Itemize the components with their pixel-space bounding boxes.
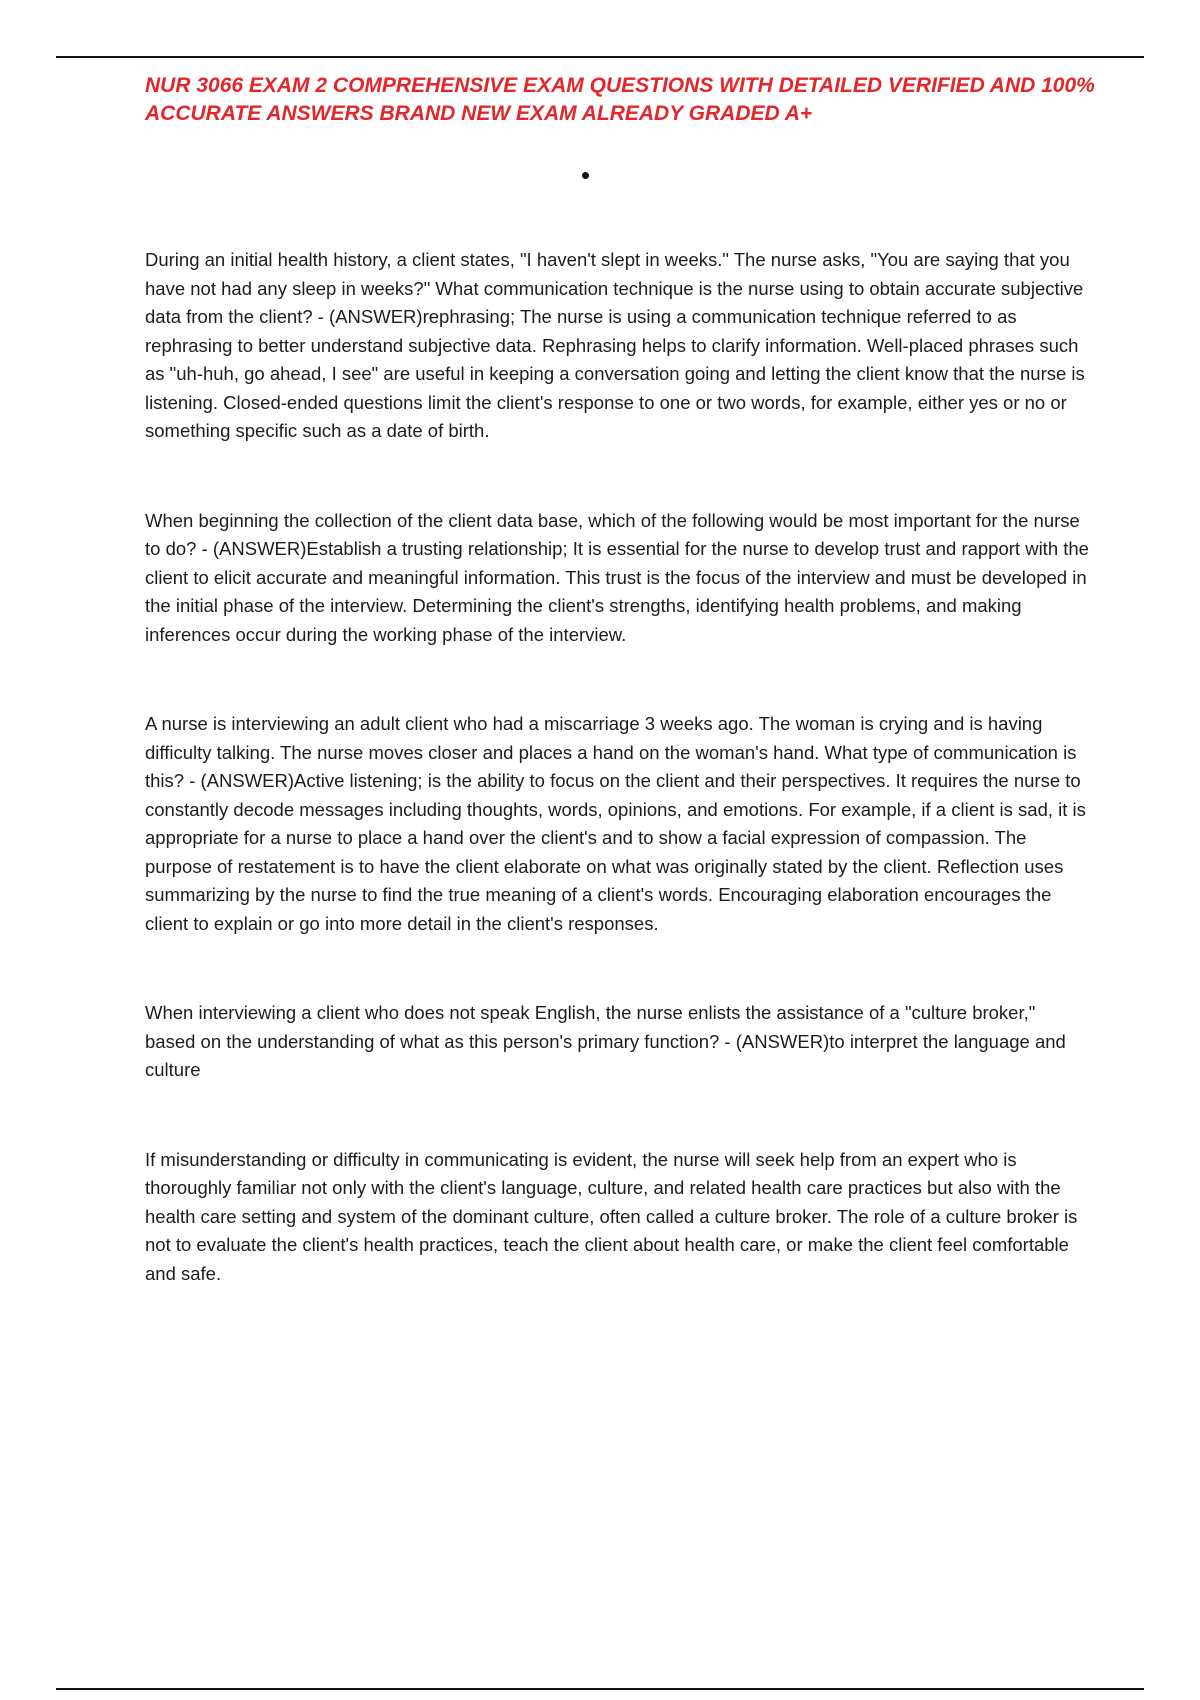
document-body bbox=[145, 246, 1090, 1288]
explanation-paragraph-5: If misunderstanding or difficulty in communicating is evident, the nurse will seek help from an expert who is thoroughly familiar not only with the client's language, culture, and related health care practices but also with the health care setting and system of the dominant culture, often called a culture broker. The role of a culture broker is not to evaluate the client's health practices, teach the client about health care, or make the client feel comfortable and safe. bbox=[145, 1148, 1078, 1284]
document-title: NUR 3066 EXAM 2 COMPREHENSIVE EXAM QUESTIONS WITH DETAILED VERIFIED AND 100% ACCURATE ANSWERS BRAND NEW EXAM ALREADY GRADED A+ bbox=[145, 74, 1095, 125]
bullet-point bbox=[582, 172, 589, 179]
question-paragraph-4: When interviewing a client who does not speak English, the nurse enlists the assistance of a "culture broker," based on the understanding of what as this person's primary function? - (ANSWER)to interpret the language and culture bbox=[145, 1002, 1066, 1080]
top-rule bbox=[56, 56, 1144, 58]
bottom-rule bbox=[56, 1688, 1144, 1690]
question-paragraph-1: During an initial health history, a client states, "I haven't slept in weeks." The nurse asks, "You are saying that you have not had any sleep in weeks?" What communication technique is the nurse using to obtain accurate subjective data from the client? - (ANSWER)rephrasing; The nurse is using a communication technique referred to as rephrasing to better understand subjective data. Rephrasing helps to clarify information. Well-placed phrases such as "uh-huh, go ahead, I see" are useful in keeping a conversation going and letting the client know that the nurse is listening. Closed-ended questions limit the client's response to one or two words, for example, either yes or no or something specific such as a date of birth. bbox=[145, 249, 1085, 441]
question-paragraph-2: When beginning the collection of the client data base, which of the following would be most important for the nurse to do? - (ANSWER)Establish a trusting relationship; It is essential for the nurse to develop trust and rapport with the client to elicit accurate and meaningful information. This trust is the focus of the interview and must be developed in the initial phase of the interview. Determining the client's strengths, identifying health problems, and making inferences occur during the working phase of the interview. bbox=[145, 509, 1089, 645]
question-paragraph-3: A nurse is interviewing an adult client who had a miscarriage 3 weeks ago. The woman is crying and is having difficulty talking. The nurse moves closer and places a hand on the woman's hand. What type of communication is this? - (ANSWER)Active listening; is the ability to focus on the client and their perspectives. It requires the nurse to constantly decode messages including thoughts, words, opinions, and emotions. For example, if a client is sad, it is appropriate for a nurse to place a hand over the client's and to show a facial expression of compassion. The purpose of restatement is to have the client elaborate on what was originally stated by the client. Reflection uses summarizing by the nurse to find the true meaning of a client's words. Encouraging elaboration encourages the client to explain or go into more detail in the client's responses. bbox=[145, 713, 1086, 934]
